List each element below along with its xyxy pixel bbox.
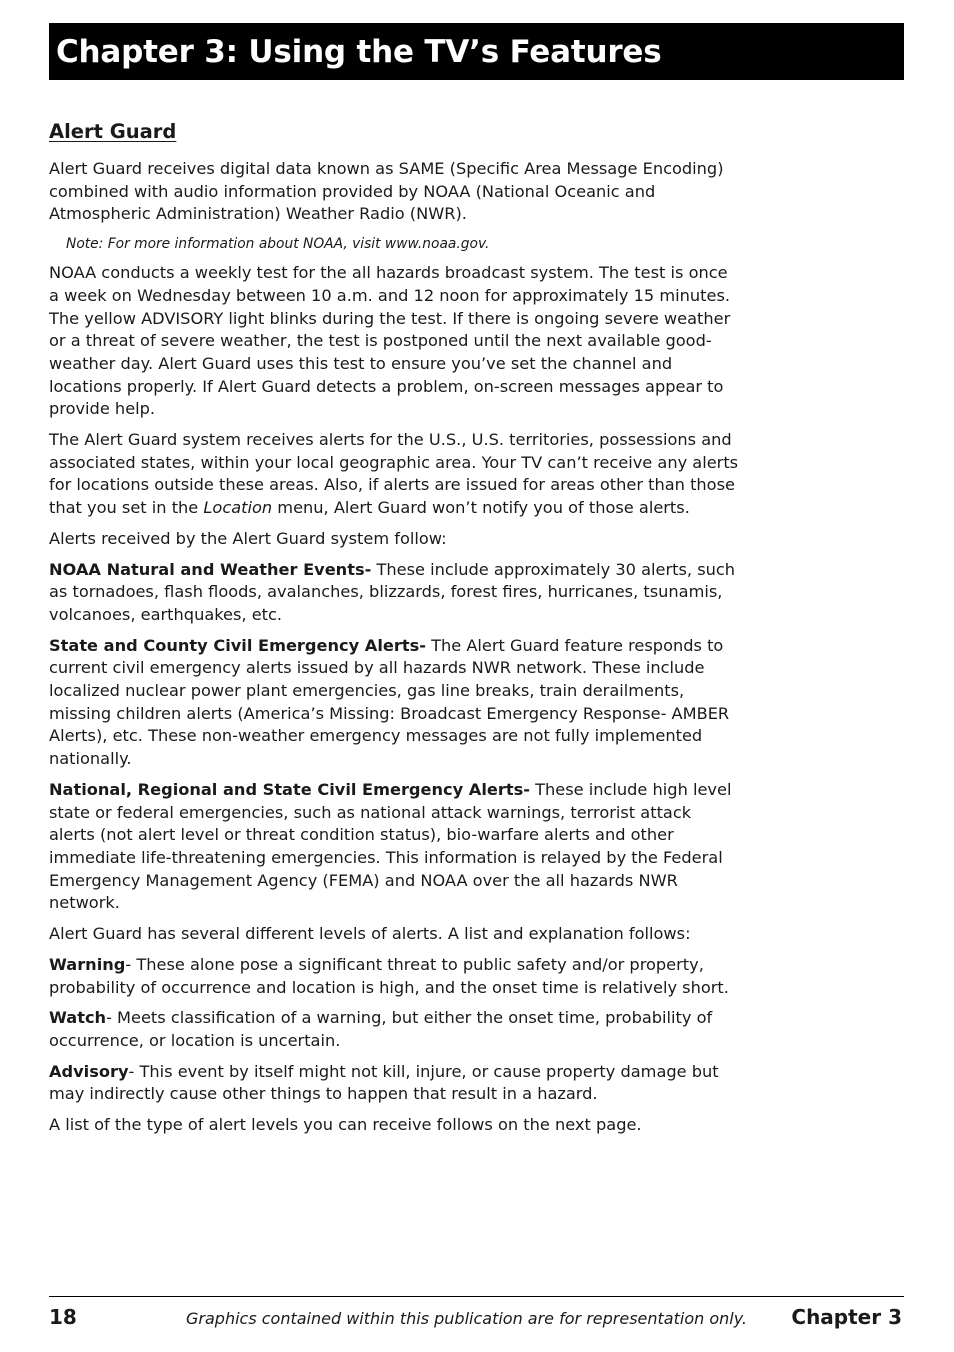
alert-type-label: National, Regional and State Civil Emergency Alerts- (49, 779, 530, 799)
alert-type-description: These include approximately 30 alerts, such as tornadoes, flash floods, avalanches, blizzards, forest fires, hurricanes, tsunamis, volcanoes, earthquakes, etc. (49, 559, 736, 624)
alert-level-advisory (49, 1061, 739, 1106)
alert-type-label: State and County Civil Emergency Alerts- (49, 635, 426, 655)
alert-level-label: Watch (49, 1008, 107, 1028)
coverage-text-start: The Alert Guard system receives alerts for the U.S., U.S. territories, possessions and associated states, within your local geographic area. Your TV can’t receive any alerts for locations outside these areas. Also, if alerts are issued for areas other than those that you set in the (49, 430, 739, 518)
section-title: Alert Guard (49, 120, 177, 143)
coverage-paragraph (49, 429, 739, 520)
footer-disclaimer: Graphics contained within this publication are for representation only. (186, 1309, 748, 1328)
alert-level-watch (49, 1007, 739, 1052)
weekly-test-paragraph: NOAA conducts a weekly test for the all hazards broadcast system. The test is once a week on Wednesday between 10 a.m. and 12 noon for approximately 15 minutes. The yellow ADVISORY light blinks during the test. If there is ongoing severe weather or a threat of severe weather, the test is postponed until the next available good-weather day. Alert Guard uses this test to ensure you’ve set the channel and locations properly. If Alert Guard detects a problem, on-screen messages appear to provide help. (49, 263, 731, 419)
alert-level-description: - These alone pose a significant threat to public safety and/or property, probability of occurrence and location is high, and the onset time is relatively short. (49, 954, 729, 997)
alert-level-warning (49, 954, 739, 999)
noaa-note: Note: For more information about NOAA, visit www.noaa.gov. (66, 236, 490, 253)
chapter-header-bar (49, 23, 904, 80)
coverage-text-end: menu, Alert Guard won’t notify you of those alerts. (272, 498, 690, 518)
alert-type-state-county (49, 635, 739, 771)
location-menu-name: Location (203, 498, 273, 518)
alert-type-label: NOAA Natural and Weather Events- (49, 559, 372, 579)
footer-chapter-label: Chapter 3 (791, 1305, 902, 1329)
alert-level-label: Warning (49, 954, 126, 974)
alert-type-description: These include high level state or federal emergencies, such as national attack warnings, terrorist attack alerts (not alert level or threat condition status), bio-warfare alerts and other immediate life-threatening emergencies. This information is relayed by the Federal Emergency Management Agency (FEMA) and NOAA over the all hazards NWR network. (49, 779, 732, 913)
page-body (49, 119, 739, 1145)
alert-type-noaa-events (49, 559, 739, 627)
closing-paragraph: A list of the type of alert levels you can receive follows on the next page. (49, 1115, 642, 1135)
alert-level-label: Advisory (49, 1061, 129, 1081)
levels-intro-paragraph: Alert Guard has several different levels of alerts. A list and explanation follows: (49, 924, 691, 944)
alerts-follow-paragraph: Alerts received by the Alert Guard system follow: (49, 528, 447, 548)
alert-level-description: - This event by itself might not kill, injure, or cause property damage but may indirectly cause other things to happen that result in a hazard. (49, 1061, 719, 1104)
page-number: 18 (49, 1305, 77, 1329)
alert-type-national-regional (49, 779, 739, 915)
intro-paragraph: Alert Guard receives digital data known as SAME (Specific Area Message Encoding) combined with audio information provided by NOAA (National Oceanic and Atmospheric Administration) Weather Radio (NWR). (49, 159, 724, 224)
chapter-title: Chapter 3: Using the TV’s Features (56, 33, 662, 70)
alert-type-description: The Alert Guard feature responds to current civil emergency alerts issued by all hazards NWR network. These include localized nuclear power plant emergencies, gas line breaks, train derailments, missing children alerts (America’s Missing: Broadcast Emergency Response- AMBER Alerts), etc. These non-weather emergency messages are not fully implemented nationally. (49, 635, 730, 769)
alert-level-description: - Meets classification of a warning, but either the onset time, probability of occurrence, or location is uncertain. (49, 1008, 713, 1050)
footer-divider (49, 1296, 904, 1297)
